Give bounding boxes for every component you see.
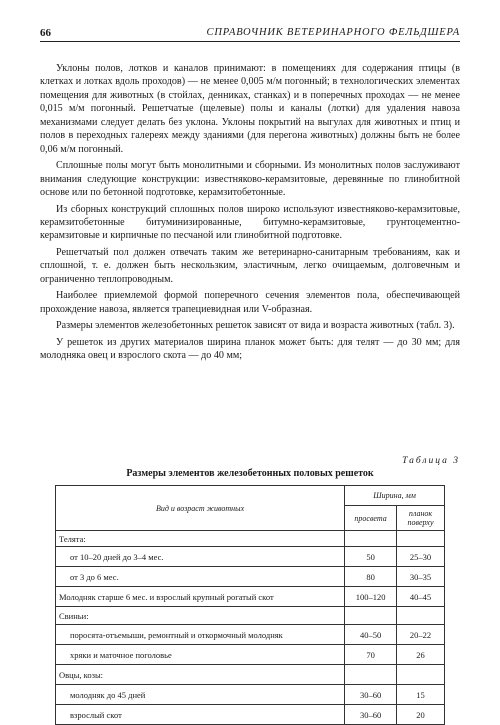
header-plank: планок поверху (397, 506, 445, 531)
table-row (56, 547, 445, 567)
paragraph: Из сборных конструкций сплошных полов широко используют известняково-керамзитовые, керамзитобетонные битуминизированные, битумно-керамзитовые, грунтоцементно-керамзитовые и кирпичные по песчаной или глинобитной подготовке. (40, 203, 460, 242)
row-label: взрослый скот (56, 705, 345, 725)
row-gap-value (345, 665, 397, 685)
row-plank-value: 26 (397, 645, 445, 665)
row-plank-value (397, 665, 445, 685)
paragraph: Наиболее приемлемой формой поперечного сечения элементов пола, обеспечивающей прохождение навоза, является трапециевидная или V-образная. (40, 290, 460, 315)
row-plank-value: 20 (397, 705, 445, 725)
row-label: Свиньи: (56, 607, 345, 625)
paragraph: Размеры элементов железобетонных решеток зависят от вида и возраста животных (табл. 3). (56, 320, 455, 332)
row-plank-value: 15 (397, 685, 445, 705)
row-label: от 3 до 6 мес. (56, 567, 345, 587)
table-row (56, 645, 445, 665)
row-plank-value: 30–35 (397, 567, 445, 587)
row-gap-value: 30–60 (345, 705, 397, 725)
row-label: поросята-отъемыши, ремонтный и откормочный молодняк (56, 625, 345, 645)
row-gap-value: 80 (345, 567, 397, 587)
paragraph: Решетчатый пол должен отвечать таким же ветеринарно-санитарным требованиям, как и сплошной, т. е. должен быть нескользким, эластичным, легко очищаемым, долговечным и ограниченно теплопроводным. (40, 246, 460, 285)
row-gap-value: 50 (345, 547, 397, 567)
header-width-group: Ширина, мм (345, 486, 445, 506)
page-header (40, 27, 460, 42)
header-gap: просвета (345, 506, 397, 531)
table-title: Размеры элементов железобетонных половых решеток (126, 468, 374, 479)
table-row (56, 607, 445, 625)
row-gap-value: 30–60 (345, 685, 397, 705)
row-label: хряки и маточное поголовье (56, 645, 345, 665)
row-gap-value: 40–50 (345, 625, 397, 645)
table-row (56, 531, 445, 547)
row-label: Молодняк старше 6 мес. и взрослый крупный рогатый скот (56, 587, 345, 607)
table-row (56, 567, 445, 587)
row-gap-value: 70 (345, 645, 397, 665)
running-title: СПРАВОЧНИК ВЕТЕРИНАРНОГО ФЕЛЬДШЕРА (206, 27, 460, 38)
row-plank-value (397, 607, 445, 625)
table-row (56, 705, 445, 725)
row-plank-value (397, 531, 445, 547)
row-label: Овцы, козы: (56, 665, 345, 685)
row-plank-value: 25–30 (397, 547, 445, 567)
data-table (55, 485, 445, 725)
row-gap-value (345, 531, 397, 547)
body-text (40, 62, 460, 366)
table-row (56, 685, 445, 705)
table-row (56, 665, 445, 685)
paragraph: Сплошные полы могут быть монолитными и сборными. Из монолитных полов заслуживают внимания следующие конструкции: известняково-керамзитовые, деревянные по глинобитной основе или по бетонной подготовке, керамзитобетонные. (40, 160, 460, 199)
row-gap-value: 100–120 (345, 587, 397, 607)
table-row (56, 625, 445, 645)
row-gap-value (345, 607, 397, 625)
page-number: 66 (40, 27, 51, 39)
paragraph: Уклоны полов, лотков и каналов принимают: в помещениях для содержания птицы (в клетках и лотках вдоль проходов) — не менее 0,005 м/м погонный; в технологических элементах помещения для животных (в стойлах, денниках, станках) и в поперечных проходах — не менее 0,015 м/м погонный. Решетчатые (щелевые) полы и каналы (лотки) для удаления навоза механизмами следует делать без уклона. Уклоны покрытий на выгулах для животных и птиц и полов в переходных галереях между зданиями (для перегона животных) должны быть не более 0,06 м/м погонный. (40, 63, 460, 155)
header-species: Вид и возраст животных (56, 486, 345, 531)
row-label: от 10–20 дней до 3–4 мес. (56, 547, 345, 567)
table-number: Таблица 3 (402, 456, 460, 466)
row-plank-value: 40–45 (397, 587, 445, 607)
row-label: молодняк до 45 дней (56, 685, 345, 705)
table-row (56, 587, 445, 607)
row-label: Телята: (56, 531, 345, 547)
paragraph: У решеток из других материалов ширина планок может быть: для телят — до 30 мм; для молодняка овец и взрослого скота — до 40 мм; (40, 336, 460, 362)
row-plank-value: 20–22 (397, 625, 445, 645)
